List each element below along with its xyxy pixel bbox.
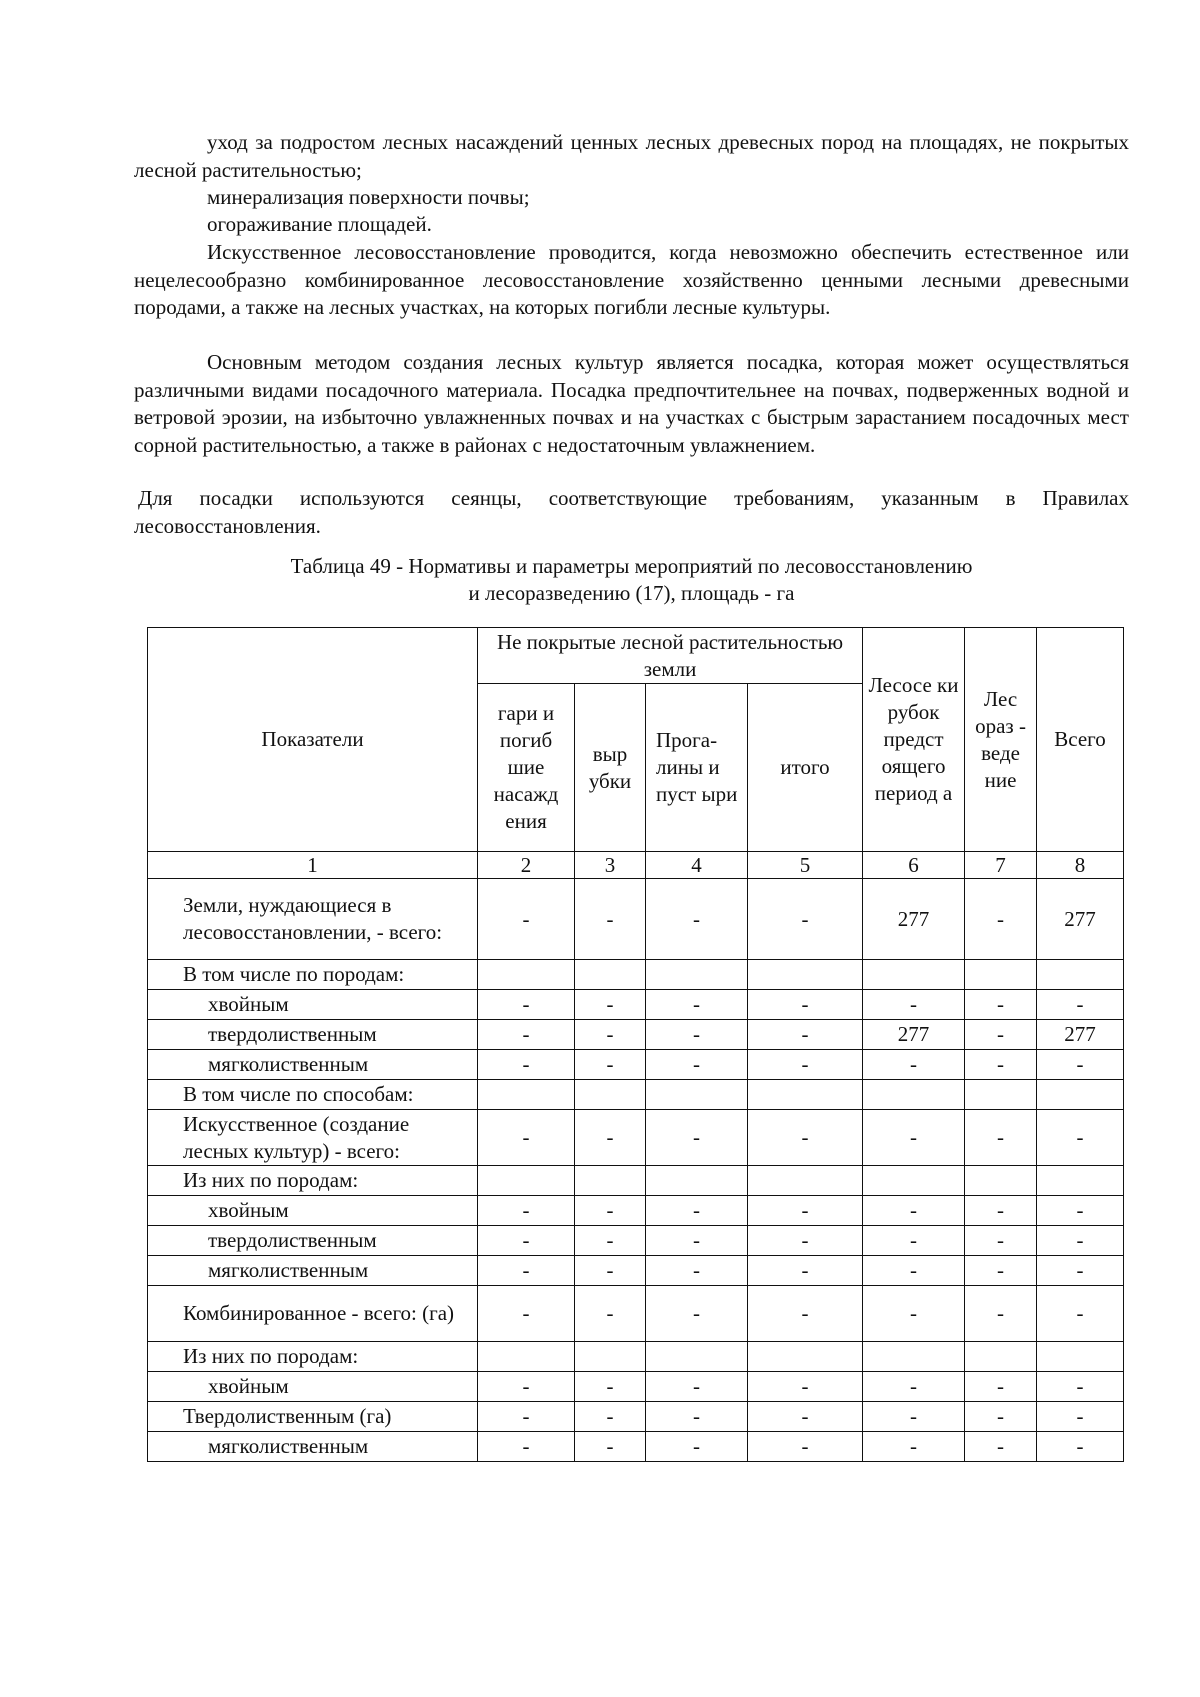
row-label: Из них по породам: (148, 1166, 478, 1196)
cell-value: - (748, 879, 863, 960)
cell-value (478, 960, 575, 990)
cell-value: - (478, 1256, 575, 1286)
cell-value: - (478, 1372, 575, 1402)
cell-value: - (478, 1286, 575, 1342)
cell-value (1037, 1080, 1124, 1110)
cell-value: 277 (863, 1020, 965, 1050)
header-clearings: выр убки (575, 684, 646, 852)
row-label: хвойным (148, 1196, 478, 1226)
cell-value: - (646, 1226, 748, 1256)
table-row (148, 1402, 1124, 1432)
cell-value: - (965, 1432, 1037, 1462)
paragraph-seedlings: Для посадки используются сеянцы, соответствующие требованиям, указанным в Правилах лесовосстановления. (134, 486, 1129, 538)
column-number: 4 (646, 852, 748, 879)
cell-value: - (575, 1256, 646, 1286)
cell-value: - (646, 1286, 748, 1342)
paragraph-forest-care: уход за подростом лесных насаждений ценных лесных древесных пород на площадях, не покрытых лесной растительностью; (134, 130, 1129, 182)
row-label: хвойным (148, 1372, 478, 1402)
cell-value (965, 960, 1037, 990)
row-label: Из них по породам: (148, 1342, 478, 1372)
cell-value (478, 1166, 575, 1196)
cell-value: 277 (1037, 879, 1124, 960)
table-caption-line1: Таблица 49 - Нормативы и параметры мероприятий по лесовосстановлению (290, 554, 973, 578)
cell-value (575, 1080, 646, 1110)
cell-value (965, 1166, 1037, 1196)
cell-value: - (646, 1196, 748, 1226)
cell-value: - (863, 1196, 965, 1226)
cell-value: - (646, 1110, 748, 1166)
cell-value: - (965, 1196, 1037, 1226)
cell-value: - (1037, 1196, 1124, 1226)
cell-value: - (863, 1050, 965, 1080)
header-unforested-lands: Не покрытые лесной растительностью земли (478, 628, 863, 684)
cell-value: - (748, 1226, 863, 1256)
row-label: В том числе по породам: (148, 960, 478, 990)
table-row (148, 990, 1124, 1020)
row-label: Искусственное (создание лесных культур) - всего: (148, 1110, 478, 1166)
cell-value (646, 960, 748, 990)
cell-value: - (575, 1110, 646, 1166)
cell-value: - (863, 1432, 965, 1462)
header-all: Всего (1037, 628, 1124, 852)
table-row (148, 1196, 1124, 1226)
cell-value: - (575, 1196, 646, 1226)
cell-value: - (646, 1372, 748, 1402)
table-caption-line2: и лесоразведению (17), площадь - га (468, 581, 795, 605)
cell-value (863, 1342, 965, 1372)
header-cutting-areas: Лесосе ки рубок предст оящего период а (863, 628, 965, 852)
cell-value: - (748, 1372, 863, 1402)
cell-value: - (965, 1286, 1037, 1342)
cell-value: - (748, 1402, 863, 1432)
cell-value: - (646, 879, 748, 960)
cell-value: - (1037, 1432, 1124, 1462)
row-label: мягколиственным (148, 1050, 478, 1080)
row-label: мягколиственным (148, 1256, 478, 1286)
cell-value: - (1037, 1256, 1124, 1286)
column-numbers-row (148, 852, 1124, 879)
paragraph-artificial-restoration: Искусственное лесовосстановление проводится, когда невозможно обеспечить естественное или нецелесообразно комбинированное лесовосстановление хозяйственно ценными лесными древесными породами, а также на лесных участках, на которых погибли лесные культуры. (134, 240, 1129, 319)
column-number: 5 (748, 852, 863, 879)
cell-value (646, 1166, 748, 1196)
cell-value: - (863, 990, 965, 1020)
cell-value: - (965, 990, 1037, 1020)
header-indicators: Показатели (148, 628, 478, 852)
cell-value: - (575, 1020, 646, 1050)
cell-value: - (965, 1110, 1037, 1166)
row-label: В том числе по способам: (148, 1080, 478, 1110)
cell-value: - (646, 1020, 748, 1050)
cell-value: - (863, 1372, 965, 1402)
cell-value (965, 1080, 1037, 1110)
cell-value: - (646, 990, 748, 1020)
row-label: Комбинированное - всего: (га) (148, 1286, 478, 1342)
row-label: Твердолиственным (га) (148, 1402, 478, 1432)
cell-value (1037, 1166, 1124, 1196)
cell-value: - (863, 1256, 965, 1286)
cell-value: - (748, 1286, 863, 1342)
cell-value: - (478, 1020, 575, 1050)
cell-value: - (748, 1110, 863, 1166)
paragraph-mineralization: минерализация поверхности почвы; (207, 185, 530, 209)
cell-value: - (478, 990, 575, 1020)
norms-table (147, 627, 1124, 1462)
cell-value: - (646, 1402, 748, 1432)
cell-value: - (748, 1020, 863, 1050)
cell-value: - (646, 1432, 748, 1462)
paragraph-fencing: огораживание площадей. (207, 212, 432, 236)
header-afforestation: Лес ораз - веде ние (965, 628, 1037, 852)
cell-value: - (748, 990, 863, 1020)
table-row (148, 1050, 1124, 1080)
column-number: 1 (148, 852, 478, 879)
cell-value: - (1037, 1286, 1124, 1342)
row-label: хвойным (148, 990, 478, 1020)
cell-value: - (478, 1110, 575, 1166)
cell-value: - (1037, 1226, 1124, 1256)
cell-value: - (748, 1050, 863, 1080)
cell-value (478, 1080, 575, 1110)
cell-value: - (748, 1432, 863, 1462)
cell-value: - (965, 1402, 1037, 1432)
cell-value: - (1037, 1050, 1124, 1080)
cell-value (1037, 1342, 1124, 1372)
cell-value (646, 1080, 748, 1110)
table-row (148, 960, 1124, 990)
row-label: мягколиственным (148, 1432, 478, 1462)
cell-value: - (748, 1256, 863, 1286)
cell-value: - (575, 1372, 646, 1402)
cell-value: - (575, 1402, 646, 1432)
table-row (148, 879, 1124, 960)
cell-value: - (863, 1110, 965, 1166)
cell-value: 277 (863, 879, 965, 960)
paragraph-planting-method: Основным методом создания лесных культур является посадка, которая может осуществляться различными видами посадочного материала. Посадка предпочтительнее на почвах, подверженных водной и ветровой эрозии, на избыточно увлажненных почвах и на участках с быстрым зарастанием посадочных мест сорной растительностью, а также в районах с недостаточным увлажнением. (134, 350, 1129, 457)
table-row (148, 1256, 1124, 1286)
cell-value (965, 1342, 1037, 1372)
cell-value: - (965, 879, 1037, 960)
cell-value (478, 1342, 575, 1372)
cell-value (575, 1342, 646, 1372)
cell-value (748, 1342, 863, 1372)
cell-value: - (478, 1196, 575, 1226)
cell-value: - (575, 990, 646, 1020)
cell-value: - (478, 1226, 575, 1256)
cell-value: - (863, 1286, 965, 1342)
cell-value: - (965, 1226, 1037, 1256)
table-row (148, 1110, 1124, 1166)
cell-value: - (863, 1402, 965, 1432)
cell-value: - (575, 1050, 646, 1080)
cell-value (863, 960, 965, 990)
cell-value: - (965, 1256, 1037, 1286)
cell-value (748, 960, 863, 990)
cell-value: - (1037, 1402, 1124, 1432)
table-row (148, 1432, 1124, 1462)
cell-value: - (575, 1286, 646, 1342)
table-row (148, 1226, 1124, 1256)
column-number: 3 (575, 852, 646, 879)
cell-value: - (1037, 990, 1124, 1020)
cell-value (748, 1166, 863, 1196)
column-number: 6 (863, 852, 965, 879)
table-row (148, 1020, 1124, 1050)
cell-value: - (1037, 1372, 1124, 1402)
cell-value (1037, 960, 1124, 990)
cell-value: - (478, 1050, 575, 1080)
cell-value: - (575, 879, 646, 960)
row-label: твердолиственным (148, 1020, 478, 1050)
column-number: 7 (965, 852, 1037, 879)
cell-value (646, 1342, 748, 1372)
cell-value (863, 1080, 965, 1110)
cell-value (748, 1080, 863, 1110)
cell-value: 277 (1037, 1020, 1124, 1050)
column-number: 2 (478, 852, 575, 879)
row-label: твердолиственным (148, 1226, 478, 1256)
header-group-total: итого (748, 684, 863, 852)
cell-value: - (965, 1372, 1037, 1402)
cell-value: - (1037, 1110, 1124, 1166)
cell-value: - (748, 1196, 863, 1226)
table-row (148, 1166, 1124, 1196)
cell-value: - (478, 1432, 575, 1462)
cell-value (575, 960, 646, 990)
cell-value: - (478, 1402, 575, 1432)
table-row (148, 1080, 1124, 1110)
cell-value: - (965, 1050, 1037, 1080)
table-row (148, 1342, 1124, 1372)
row-label: Земли, нуждающиеся в лесовосстановлении, - всего: (148, 879, 478, 960)
cell-value: - (575, 1432, 646, 1462)
header-glades: Прога-лины и пуст ыри (646, 684, 748, 852)
cell-value: - (863, 1226, 965, 1256)
cell-value (863, 1166, 965, 1196)
table-row (148, 1372, 1124, 1402)
cell-value (575, 1166, 646, 1196)
cell-value: - (646, 1050, 748, 1080)
table-row (148, 1286, 1124, 1342)
cell-value: - (965, 1020, 1037, 1050)
cell-value: - (478, 879, 575, 960)
cell-value: - (646, 1256, 748, 1286)
column-number: 8 (1037, 852, 1124, 879)
header-burned-stands: гари и погиб шие насажд ения (478, 684, 575, 852)
cell-value: - (575, 1226, 646, 1256)
